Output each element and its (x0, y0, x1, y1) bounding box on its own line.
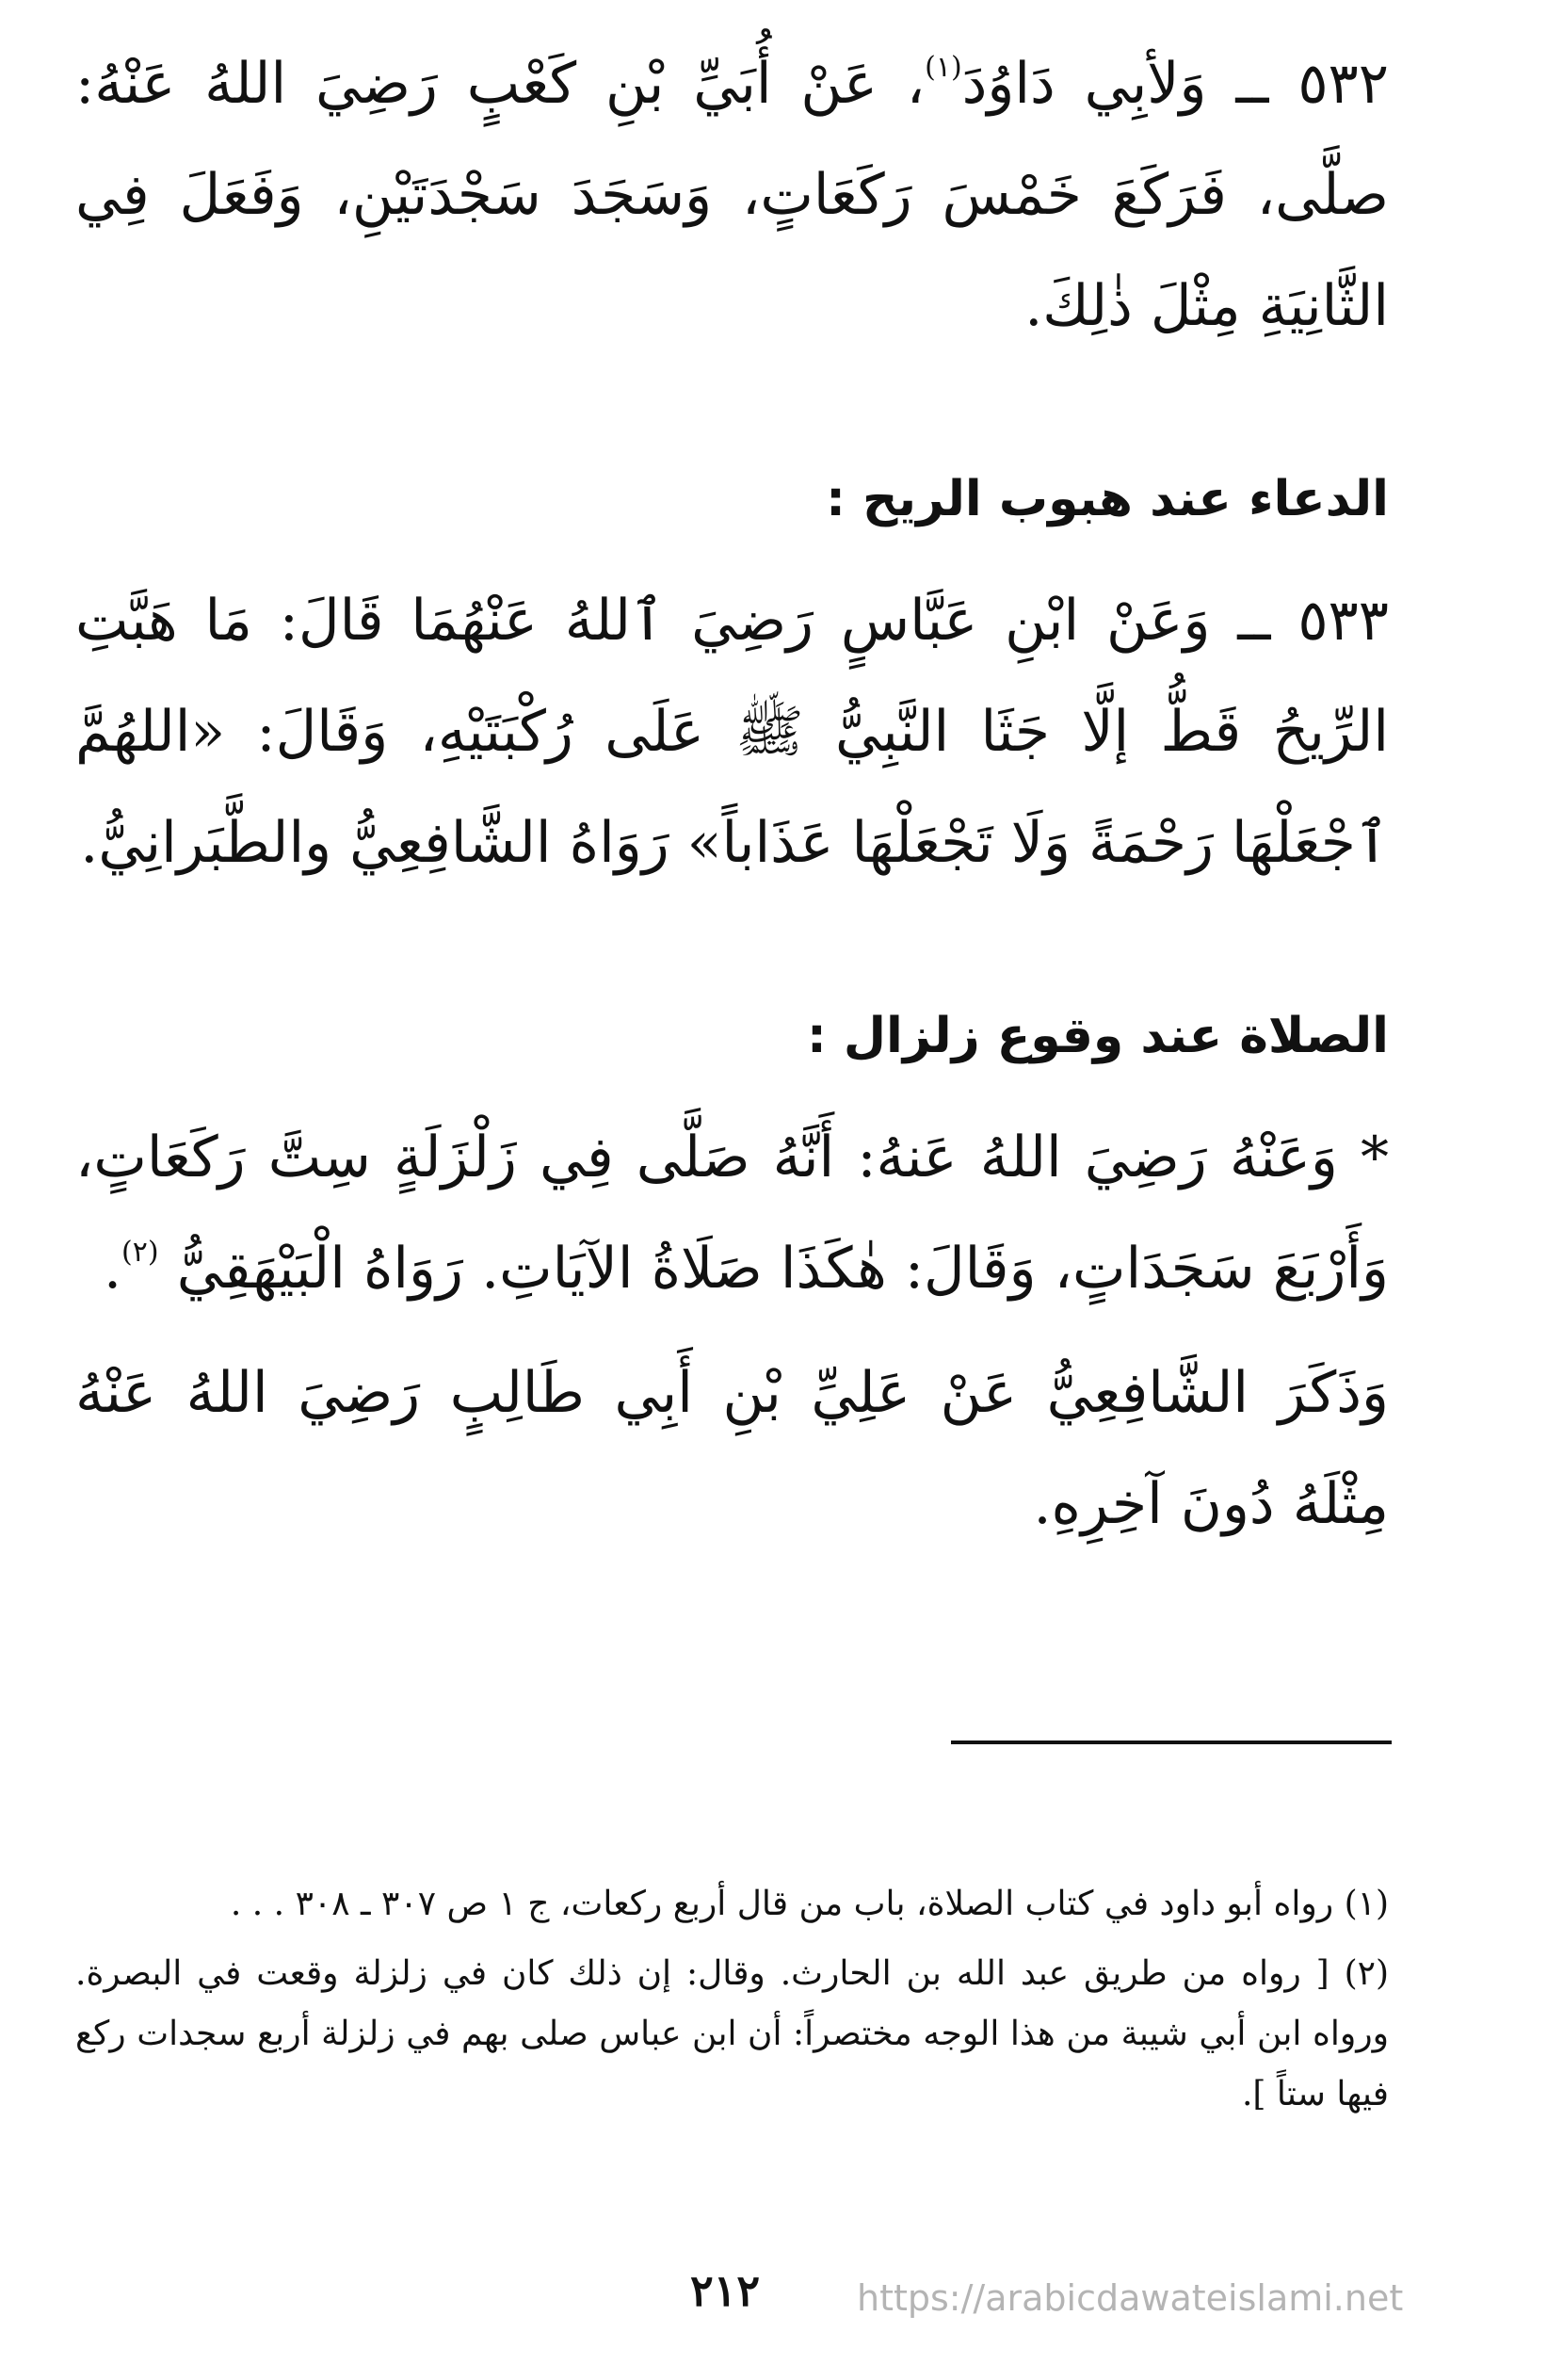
earthquake-hadith-text-end: . (103, 1236, 122, 1302)
shafii-note-paragraph: وَذَكَرَ الشَّافِعِيُّ عَنْ عَلِيِّ بْنِ أَبِي طَالِبٍ رَضِيَ اللهُ عَنْهُ مِثْلَهُ دُونَ آخِرِهِ. (75, 1360, 1389, 1537)
footnote-marker-2: (٢) (121, 1236, 159, 1269)
watermark-url: https://arabicdawateislami.net (857, 2277, 1404, 2319)
hadith-533-paragraph: ٥٣٣ ــ وَعَنْ ابْنِ عَبَّاسٍ رَضِيَ ٱللهُ عَنْهُمَا قَالَ: مَا هَبَّتِ الرِّيحُ قَطُّ إلَّا جَثَا النَّبِيُّ ﷺ عَلَى رُكْبَتَيْهِ، وَقَالَ: «اللهُمَّ ٱجْعَلْهَا رَحْمَةً وَلَا تَجْعَلْهَا عَذَاباً» رَوَاهُ الشَّافِعِيُّ والطَّبَرانِيُّ. (75, 588, 1389, 876)
hadith-532-text-end: ، عَنْ أُبَيِّ بْنِ كَعْبٍ رَضِيَ اللهُ عَنْهُ: صلَّى، فَرَكَعَ خَمْسَ رَكَعَاتٍ، وَسَجَدَ سَجْدَتَيْنِ، وَفَعَلَ فِي الثَّانِيَةِ مِثْلَ ذٰلِكَ. (75, 51, 1389, 339)
earthquake-hadith-paragraph (75, 1102, 1389, 1324)
footnote-separator (951, 1740, 1392, 1744)
earthquake-hadith-text-start: * وَعَنْهُ رَضِيَ اللهُ عَنهُ: أَنَّهُ صَلَّى فِي زَلْزَلَةٍ سِتَّ رَكَعَاتٍ، وَأَرْبَعَ سَجَدَاتٍ، وَقَالَ: هٰكَذَا صَلَاةُ الآيَاتِ. رَوَاهُ الْبَيْهَقِيُّ (75, 1125, 1389, 1302)
hadith-532-paragraph (75, 28, 1389, 362)
heading-earthquake-prayer: الصلاة عند وقوع زلزال : (806, 1008, 1389, 1064)
footnote-2: (٢) [ رواه من طريق عبد الله بن الحارث. وقال: إن ذلك كان في زلزلة وقعت في البصرة. ورواه ابن أبي شيبة من هذا الوجه مختصراً: أن ابن عباس صلى بهم في زلزلة أربع سجدات ركع فيها ستاً ]. (75, 1954, 1389, 2113)
footnotes (75, 1874, 1389, 2134)
footnote-1: (١) رواه أبو داود في كتاب الصلاة، باب من قال أربع ركعات، ج ١ ص ٣٠٧ ـ ٣٠٨ . . . (230, 1885, 1389, 1923)
footnote-marker-1: (١) (925, 51, 962, 84)
page-number: ٢١٢ (689, 2265, 761, 2316)
heading-wind-supplication: الدعاء عند هبوب الريح : (826, 471, 1389, 527)
hadith-532-text-start: ٥٣٢ ــ وَلأبِي دَاوُدَ (961, 51, 1389, 117)
